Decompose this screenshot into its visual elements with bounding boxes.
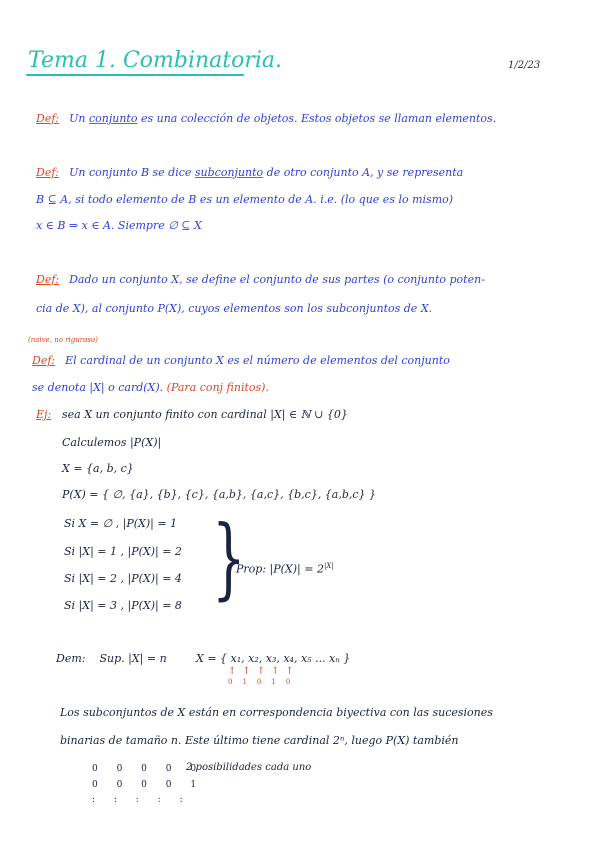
def2-tag: Def: <box>36 166 60 179</box>
def2-line3: x ∈ B ⇒ x ∈ A. Siempre ∅ ⊆ X <box>36 219 202 232</box>
def3-line2: cia de X), al conjunto P(X), cuyos elementos son los subconjuntos de X. <box>36 302 433 315</box>
date: 1/2/23 <box>508 60 541 71</box>
proof-sup: Sup. |X| = n <box>99 652 167 665</box>
example-tag: Ej: <box>36 408 52 421</box>
def2-line2: B ⊆ A, si todo elemento de B es un elemento de A. i.e. (lo que es lo mismo) <box>36 193 454 206</box>
prop-line <box>236 562 334 576</box>
right-brace: } <box>212 506 246 609</box>
proof-set: X = { x₁, x₂, x₃, x₄, x₅ ... xₙ } <box>196 652 351 665</box>
def2-term: subconjunto <box>194 166 264 179</box>
choice-bits: 01010 <box>228 678 301 686</box>
def3-line1 <box>36 273 485 286</box>
def4-line2-a: se denota |X| o card(X). <box>32 381 167 394</box>
def4-line1 <box>32 354 450 367</box>
def3-tag: Def: <box>36 273 60 286</box>
def3-line1-text: Dado un conjunto X, se define el conjunto de sus partes (o conjunto poten- <box>69 273 485 286</box>
proof-note: 2 posibilidades cada uno <box>186 762 312 773</box>
case-line: Si |X| = 2 , |P(X)| = 4 <box>64 572 182 585</box>
def4-line2-b: (Para conj finitos). <box>166 381 269 394</box>
def2-line1-b: de otro conjunto A, y se representa <box>263 166 464 179</box>
case-line: Si |X| = 1 , |P(X)| = 2 <box>64 545 182 558</box>
bits-row: 0 0 0 0 1 <box>92 780 205 790</box>
bits-row: : : : : : <box>92 795 191 805</box>
def4-line1-text: El cardinal de un conjunto X es el número de elementos del conjunto <box>65 354 450 367</box>
page-title: Tema 1. Combinatoria. <box>28 48 283 73</box>
naive-note: (naive, no riguroso) <box>28 336 98 344</box>
choice-arrows: ↑↑↑↑↑ <box>228 666 300 677</box>
title-underline <box>26 74 244 76</box>
def1-text-a: Un <box>69 112 89 125</box>
example-line4: P(X) = { ∅, {a}, {b}, {c}, {a,b}, {a,c}, {b,c}, {a,b,c} } <box>62 488 377 501</box>
def2-line1-a: Un conjunto B se dice <box>69 166 195 179</box>
example-line3: X = {a, b, c} <box>62 462 134 475</box>
example-line1: sea X un conjunto finito con cardinal |X| ∈ ℕ ∪ {0} <box>62 408 348 421</box>
prop-exponent: |X| <box>323 562 334 570</box>
def4-tag: Def: <box>32 354 56 367</box>
proof-line <box>56 652 167 665</box>
def1-tag: Def: <box>36 112 60 125</box>
case-line: Si X = ∅ , |P(X)| = 1 <box>64 517 178 530</box>
example-line2: Calculemos |P(X)| <box>62 436 162 449</box>
def4-line2 <box>32 381 269 394</box>
case-line: Si |X| = 3 , |P(X)| = 8 <box>64 599 182 612</box>
bits-row: 0 0 0 0 0 <box>92 764 205 774</box>
proof-line1: Los subconjuntos de X están en correspondencia biyectiva con las sucesiones <box>60 706 493 719</box>
def1-term: conjunto <box>88 112 138 125</box>
def1-line <box>36 112 496 125</box>
proof-tag: Dem: <box>56 652 86 665</box>
def1-text-b: es una colección de objetos. Estos objetos se llaman elementos. <box>137 112 497 125</box>
proof-line2: binarias de tamaño n. Este último tiene cardinal 2ⁿ, luego P(X) también <box>60 734 459 747</box>
def2-line1 <box>36 166 463 179</box>
prop-text: Prop: |P(X)| = 2 <box>236 562 324 576</box>
